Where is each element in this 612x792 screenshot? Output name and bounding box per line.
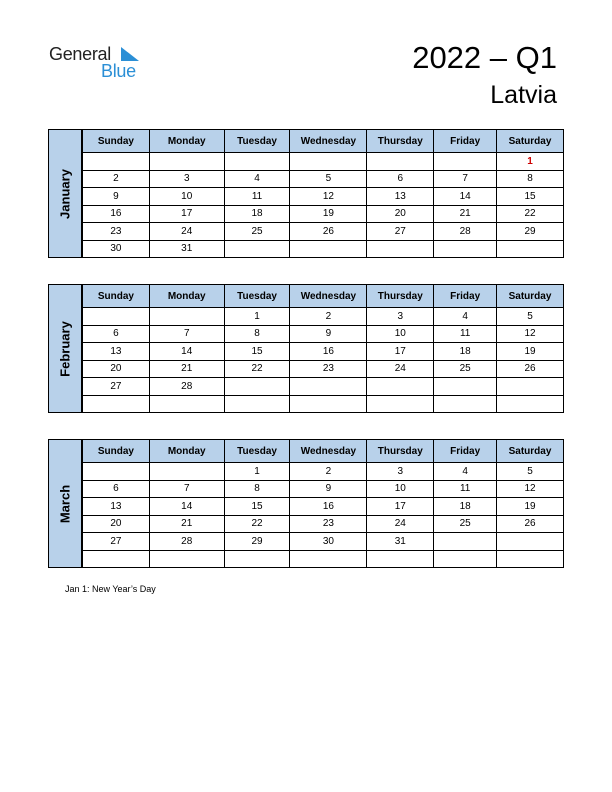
day-cell: 8 <box>224 480 290 498</box>
logo-text-general: General <box>49 44 111 64</box>
day-cell <box>434 240 497 258</box>
month-table <box>82 439 564 568</box>
day-cell: 12 <box>497 480 564 498</box>
weekday-header-row <box>83 130 564 153</box>
weekday-header: Thursday <box>367 285 434 308</box>
month-name: February <box>57 320 73 377</box>
day-cell <box>290 153 367 171</box>
day-cell: 29 <box>497 223 564 241</box>
day-cell <box>290 240 367 258</box>
day-cell: 2 <box>290 308 367 326</box>
day-cell <box>83 463 150 481</box>
day-cell: 1 <box>497 153 564 171</box>
logo <box>49 44 149 84</box>
weekday-header: Saturday <box>497 440 564 463</box>
day-cell: 1 <box>224 463 290 481</box>
weekday-header-row <box>83 285 564 308</box>
logo-text-blue: Blue <box>101 61 136 81</box>
day-cell: 24 <box>149 223 224 241</box>
day-cell: 4 <box>434 463 497 481</box>
day-cell <box>290 395 367 413</box>
day-cell: 31 <box>367 533 434 551</box>
day-cell: 27 <box>367 223 434 241</box>
weekday-header: Tuesday <box>224 285 290 308</box>
day-cell: 14 <box>149 343 224 361</box>
day-cell <box>149 308 224 326</box>
weekday-header: Wednesday <box>290 440 367 463</box>
day-cell <box>224 378 290 396</box>
day-cell: 28 <box>149 378 224 396</box>
weekday-header: Sunday <box>83 440 150 463</box>
month-label <box>48 284 82 413</box>
weekday-header: Saturday <box>497 285 564 308</box>
day-cell <box>434 153 497 171</box>
day-cell: 27 <box>83 533 150 551</box>
week-row <box>83 480 564 498</box>
weekday-header: Saturday <box>497 130 564 153</box>
page-title: 2022 – Q1 <box>412 40 557 75</box>
day-cell: 9 <box>83 188 150 206</box>
day-cell: 25 <box>434 515 497 533</box>
day-cell <box>224 153 290 171</box>
weekday-header: Thursday <box>367 130 434 153</box>
day-cell <box>224 395 290 413</box>
day-cell: 26 <box>290 223 367 241</box>
day-cell: 23 <box>290 360 367 378</box>
day-cell <box>497 378 564 396</box>
day-cell: 8 <box>224 325 290 343</box>
day-cell: 14 <box>149 498 224 516</box>
weekday-header: Sunday <box>83 285 150 308</box>
day-cell <box>149 395 224 413</box>
day-cell: 25 <box>224 223 290 241</box>
day-cell: 25 <box>434 360 497 378</box>
day-cell: 6 <box>83 480 150 498</box>
day-cell <box>149 153 224 171</box>
day-cell: 27 <box>83 378 150 396</box>
day-cell: 9 <box>290 325 367 343</box>
week-row <box>83 378 564 396</box>
day-cell: 8 <box>497 170 564 188</box>
day-cell: 16 <box>83 205 150 223</box>
month-name: March <box>57 484 73 523</box>
day-cell <box>497 395 564 413</box>
holiday-notes <box>65 584 156 594</box>
day-cell <box>83 550 150 568</box>
weekday-header: Thursday <box>367 440 434 463</box>
day-cell: 3 <box>367 308 434 326</box>
day-cell: 15 <box>497 188 564 206</box>
month-table <box>82 284 564 413</box>
day-cell: 23 <box>290 515 367 533</box>
day-cell <box>224 550 290 568</box>
holiday-note: Jan 1: New Year’s Day <box>65 584 156 594</box>
day-cell: 5 <box>290 170 367 188</box>
day-cell: 14 <box>434 188 497 206</box>
week-row <box>83 223 564 241</box>
day-cell: 10 <box>149 188 224 206</box>
day-cell <box>83 395 150 413</box>
day-cell: 13 <box>83 498 150 516</box>
day-cell <box>149 550 224 568</box>
weekday-header: Tuesday <box>224 440 290 463</box>
day-cell: 11 <box>434 480 497 498</box>
day-cell: 16 <box>290 498 367 516</box>
day-cell <box>290 550 367 568</box>
day-cell: 1 <box>224 308 290 326</box>
day-cell: 22 <box>224 360 290 378</box>
weekday-header: Friday <box>434 130 497 153</box>
day-cell: 21 <box>149 360 224 378</box>
week-row <box>83 188 564 206</box>
day-cell: 4 <box>224 170 290 188</box>
week-row <box>83 325 564 343</box>
day-cell: 6 <box>367 170 434 188</box>
day-cell: 31 <box>149 240 224 258</box>
day-cell: 12 <box>497 325 564 343</box>
day-cell: 29 <box>224 533 290 551</box>
day-cell <box>367 153 434 171</box>
day-cell: 28 <box>434 223 497 241</box>
day-cell: 19 <box>290 205 367 223</box>
day-cell: 6 <box>83 325 150 343</box>
day-cell: 17 <box>367 343 434 361</box>
day-cell: 12 <box>290 188 367 206</box>
day-cell: 11 <box>434 325 497 343</box>
weekday-header: Friday <box>434 440 497 463</box>
day-cell: 20 <box>83 360 150 378</box>
day-cell <box>290 378 367 396</box>
day-cell: 17 <box>367 498 434 516</box>
week-row <box>83 360 564 378</box>
day-cell: 20 <box>367 205 434 223</box>
week-row <box>83 153 564 171</box>
day-cell: 26 <box>497 360 564 378</box>
week-row <box>83 498 564 516</box>
day-cell <box>434 533 497 551</box>
day-cell <box>149 463 224 481</box>
day-cell: 11 <box>224 188 290 206</box>
day-cell <box>83 308 150 326</box>
day-cell: 21 <box>434 205 497 223</box>
day-cell <box>497 550 564 568</box>
day-cell <box>497 240 564 258</box>
day-cell: 13 <box>83 343 150 361</box>
day-cell: 10 <box>367 480 434 498</box>
weekday-header: Wednesday <box>290 285 367 308</box>
day-cell: 4 <box>434 308 497 326</box>
week-row <box>83 395 564 413</box>
week-row <box>83 240 564 258</box>
day-cell: 18 <box>434 498 497 516</box>
month-table <box>82 129 564 258</box>
week-row <box>83 308 564 326</box>
day-cell: 15 <box>224 343 290 361</box>
day-cell: 22 <box>224 515 290 533</box>
month-name: January <box>57 168 73 219</box>
day-cell: 15 <box>224 498 290 516</box>
day-cell: 19 <box>497 343 564 361</box>
day-cell: 20 <box>83 515 150 533</box>
day-cell: 22 <box>497 205 564 223</box>
day-cell: 5 <box>497 463 564 481</box>
week-row <box>83 463 564 481</box>
weekday-header-row <box>83 440 564 463</box>
day-cell <box>367 395 434 413</box>
day-cell: 2 <box>290 463 367 481</box>
day-cell: 3 <box>149 170 224 188</box>
country-name: Latvia <box>490 81 557 109</box>
day-cell <box>367 550 434 568</box>
day-cell: 13 <box>367 188 434 206</box>
weekday-header: Tuesday <box>224 130 290 153</box>
week-row <box>83 170 564 188</box>
day-cell: 7 <box>149 480 224 498</box>
weekday-header: Monday <box>149 285 224 308</box>
day-cell: 9 <box>290 480 367 498</box>
day-cell: 10 <box>367 325 434 343</box>
day-cell: 7 <box>434 170 497 188</box>
week-row <box>83 533 564 551</box>
day-cell: 18 <box>224 205 290 223</box>
week-row <box>83 205 564 223</box>
day-cell <box>434 378 497 396</box>
day-cell: 23 <box>83 223 150 241</box>
day-cell: 17 <box>149 205 224 223</box>
day-cell: 7 <box>149 325 224 343</box>
day-cell: 26 <box>497 515 564 533</box>
day-cell: 21 <box>149 515 224 533</box>
day-cell: 30 <box>290 533 367 551</box>
day-cell <box>497 533 564 551</box>
month-label <box>48 439 82 568</box>
day-cell: 18 <box>434 343 497 361</box>
logo-flag-icon <box>121 47 139 61</box>
month-label <box>48 129 82 258</box>
week-row <box>83 515 564 533</box>
day-cell <box>434 395 497 413</box>
day-cell: 19 <box>497 498 564 516</box>
week-row <box>83 550 564 568</box>
weekday-header: Friday <box>434 285 497 308</box>
day-cell <box>367 378 434 396</box>
weekday-header: Monday <box>149 130 224 153</box>
day-cell: 3 <box>367 463 434 481</box>
day-cell: 28 <box>149 533 224 551</box>
day-cell: 24 <box>367 360 434 378</box>
weekday-header: Sunday <box>83 130 150 153</box>
day-cell: 30 <box>83 240 150 258</box>
day-cell: 24 <box>367 515 434 533</box>
day-cell <box>367 240 434 258</box>
week-row <box>83 343 564 361</box>
day-cell: 16 <box>290 343 367 361</box>
day-cell <box>83 153 150 171</box>
weekday-header: Wednesday <box>290 130 367 153</box>
day-cell: 2 <box>83 170 150 188</box>
weekday-header: Monday <box>149 440 224 463</box>
day-cell: 5 <box>497 308 564 326</box>
day-cell <box>434 550 497 568</box>
day-cell <box>224 240 290 258</box>
